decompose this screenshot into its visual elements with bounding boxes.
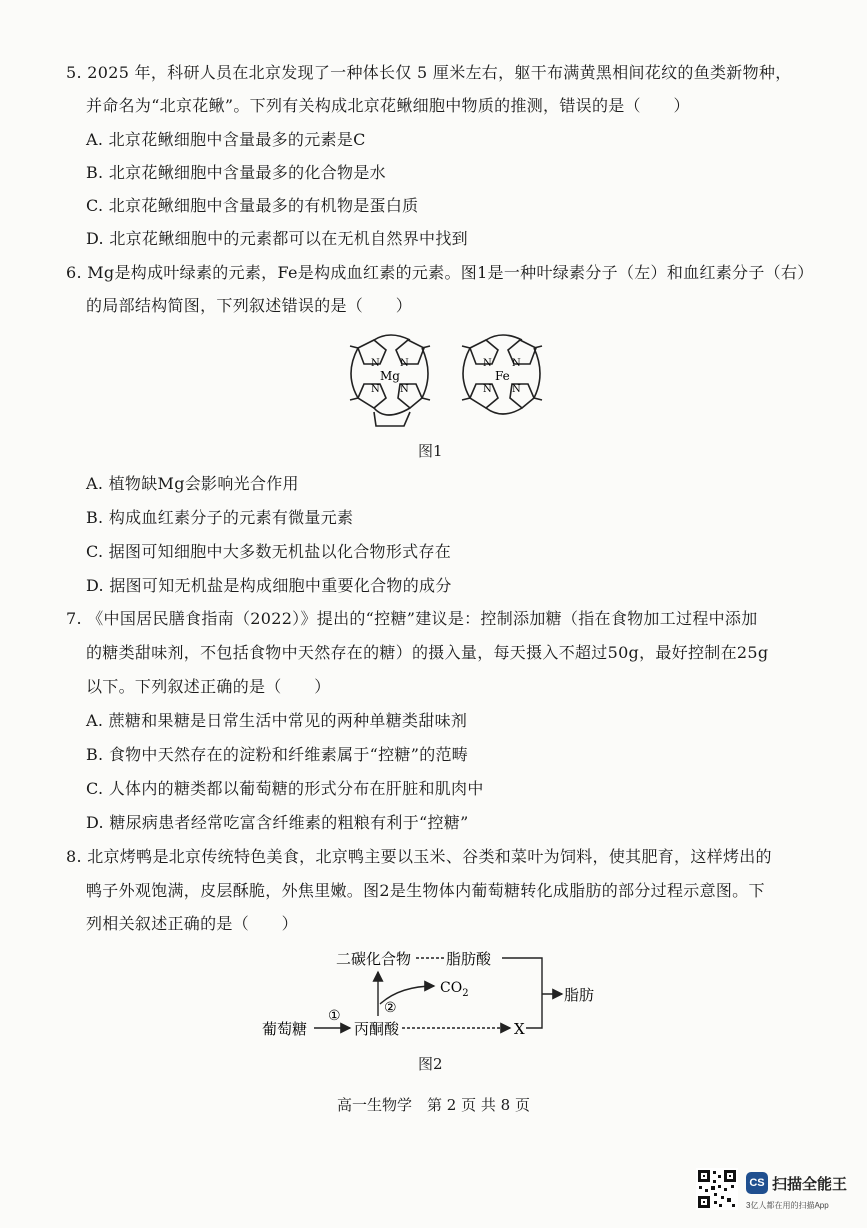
q5-option-a: A. 北京花鳅细胞中含量最多的元素是C (86, 130, 366, 149)
figure-2-glucose-to-fat-diagram (250, 940, 620, 1040)
figure-2-caption: 图2 (418, 1055, 443, 1073)
two-carbon-compound-label: 二碳化合物 (336, 950, 412, 968)
q6-option-c: C. 据图可知细胞中大多数无机盐以化合物形式存在 (86, 542, 452, 561)
chlorophyll-n-1: N (371, 358, 380, 369)
q7-option-b: B. 食物中天然存在的淀粉和纤维素属于“控糖”的范畴 (86, 745, 469, 764)
q5-stem-line-1: 5. 2025 年，科研人员在北京发现了一种体长仅 5 厘米左右，躯干布满黄黑相间花纹的鱼类新物种， (66, 63, 792, 82)
x-label: X (514, 1020, 525, 1038)
pyruvate-label: 丙酮酸 (354, 1020, 400, 1038)
q6-stem-line-1: 6. Mg是构成叶绿素的元素，Fe是构成血红素的元素。图1是一种叶绿素分子（左）和血红素分子（右） (66, 263, 814, 282)
q6-option-d: D. 据图可知无机盐是构成细胞中重要化合物的成分 (86, 576, 452, 595)
scanner-brand-name: 扫描全能王 (772, 1176, 848, 1193)
page-footer: 高一生物学 第 2 页 共 8 页 (337, 1096, 530, 1114)
q6-option-a: A. 植物缺Mg会影响光合作用 (86, 474, 299, 493)
fat-label: 脂肪 (564, 986, 595, 1004)
q5-option-d: D. 北京花鳅细胞中的元素都可以在无机自然界中找到 (86, 229, 468, 248)
heme-n-1: N (483, 358, 492, 369)
camscanner-logo-icon: CS (746, 1172, 768, 1194)
bracket-to-fat (502, 958, 542, 1028)
scanner-brand-tagline: 3亿人都在用的扫描App (746, 1201, 829, 1210)
heme-center-fe: Fe (495, 369, 510, 383)
q7-stem-line-2: 的糖类甜味剂，不包括食物中天然存在的糖）的摄入量，每天摄入不超过50g，最好控制在25g (86, 643, 769, 662)
co2-label: $CO_2$ (440, 980, 469, 999)
chlorophyll-n-2: N (400, 358, 409, 369)
qr-code-icon (696, 1168, 738, 1210)
q5-option-b: B. 北京花鳅细胞中含量最多的化合物是水 (86, 163, 386, 182)
q5-option-c: C. 北京花鳅细胞中含量最多的有机物是蛋白质 (86, 196, 419, 215)
heme-n-3: N (483, 384, 492, 395)
fatty-acid-label: 脂肪酸 (446, 950, 492, 968)
q6-stem-line-2: 的局部结构简图，下列叙述错误的是（ ） (86, 296, 413, 315)
chlorophyll-n-4: N (400, 384, 409, 395)
q8-stem-line-2: 鸭子外观饱满，皮层酥脆，外焦里嫩。图2是生物体内葡萄糖转化成脂肪的部分过程示意图。下 (86, 881, 765, 900)
chlorophyll-n-3: N (371, 384, 380, 395)
step-2-marker: ② (384, 1000, 397, 1016)
figure-1-porphyrin-structures (330, 326, 560, 436)
q7-stem-line-3: 以下。下列叙述正确的是（ ） (86, 677, 331, 696)
q7-stem-line-1: 7. 《中国居民膳食指南（2022）》提出的“控糖”建议是：控制添加糖（指在食物加工过程中添加 (66, 609, 758, 628)
q7-option-a: A. 蔗糖和果糖是日常生活中常见的两种单糖类甜味剂 (86, 711, 468, 730)
q6-option-b: B. 构成血红素分子的元素有微量元素 (86, 508, 354, 527)
heme-n-2: N (512, 358, 521, 369)
q8-stem-line-3: 列相关叙述正确的是（ ） (86, 914, 298, 933)
chlorophyll-center-mg: Mg (380, 369, 400, 383)
q8-stem-line-1: 8. 北京烤鸭是北京传统特色美食，北京鸭主要以玉米、谷类和菜叶为饲料，使其肥育，这样烤出的 (66, 847, 772, 866)
step-1-marker: ① (328, 1008, 341, 1024)
glucose-label: 葡萄糖 (262, 1020, 308, 1038)
q7-option-d: D. 糖尿病患者经常吃富含纤维素的粗粮有利于“控糖” (86, 813, 469, 832)
figure-1-caption: 图1 (418, 442, 443, 460)
q7-option-c: C. 人体内的糖类都以葡萄糖的形式分布在肝脏和肌肉中 (86, 779, 484, 798)
q5-stem-line-2: 并命名为“北京花鳅”。下列有关构成北京花鳅细胞中物质的推测，错误的是（ ） (86, 96, 690, 115)
heme-n-4: N (512, 384, 521, 395)
